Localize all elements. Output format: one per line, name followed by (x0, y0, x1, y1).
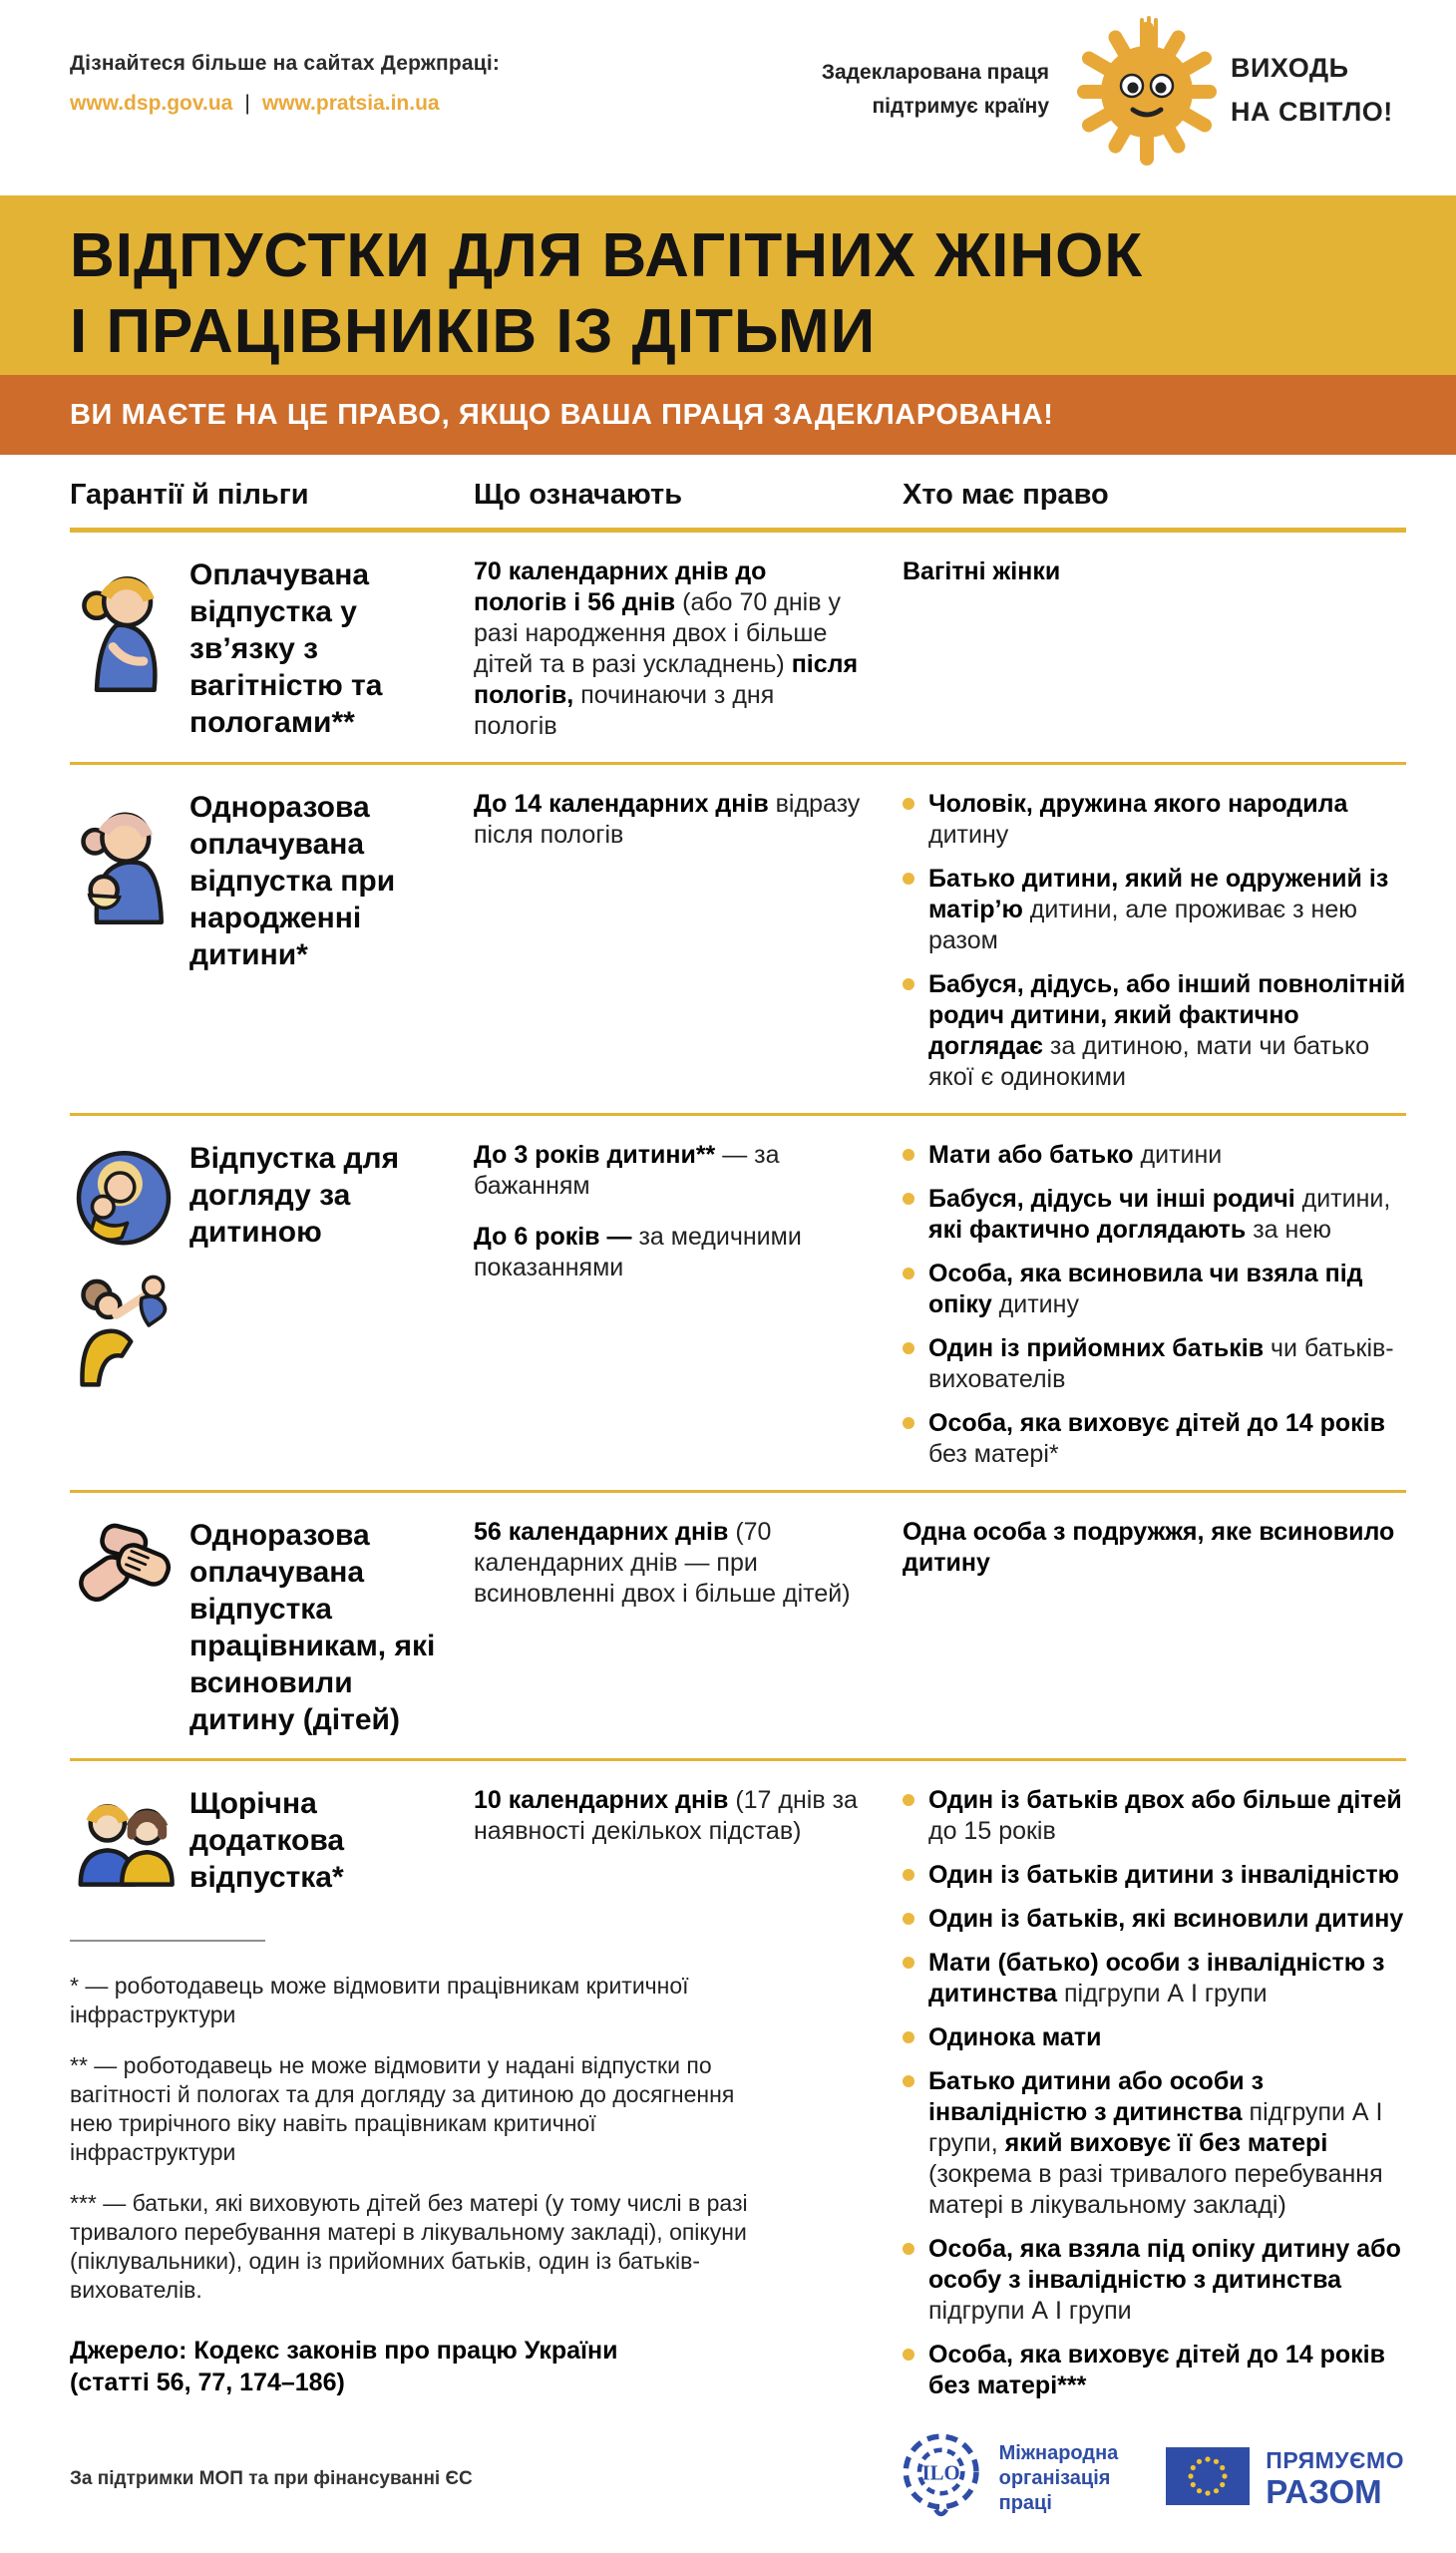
bullet-text (928, 1904, 1406, 1935)
regular-text: за нею (1246, 1216, 1331, 1244)
bullet-dot (903, 978, 914, 990)
bold-text: Один із прийомних батьків (928, 1334, 1265, 1362)
pregnant-woman-icon (70, 556, 189, 742)
paragraph (474, 556, 861, 742)
support-text: За підтримки МОП та при фінансуванні ЄС (70, 2467, 473, 2489)
mascot-line-2: НА СВІТЛО! (1231, 97, 1393, 127)
bullet-dot (903, 1149, 914, 1161)
regular-text: дитини, але проживає з нею разом (928, 896, 1357, 954)
regular-text: підгрупи А І групи (928, 2297, 1132, 2325)
bullet-dot (903, 1957, 914, 1969)
bullet-item (903, 1140, 1406, 1171)
bold-text: Особа, яка виховує дітей до 14 років (928, 1409, 1385, 1437)
bullet-text (928, 1785, 1406, 1847)
ilo-name (999, 2441, 1119, 2516)
bullet-text (928, 2022, 1406, 2053)
regular-text: дитину (928, 821, 1009, 849)
bullet-item (903, 1333, 1406, 1395)
paragraph (474, 1140, 861, 1202)
bullet-dot (903, 2349, 914, 2361)
benefit-eligible (903, 556, 1406, 742)
bullet-item (903, 1948, 1406, 2009)
regular-text: до 15 років (928, 1817, 1056, 1845)
bold-text: який виховує її без матері (1004, 2129, 1328, 2157)
benefits-table (70, 455, 1406, 2421)
regular-text: відразу після пологів (474, 790, 861, 849)
bullet-text (928, 969, 1406, 1093)
bold-text: Чоловік, дружина якого народила (928, 790, 1348, 818)
benefit-title: Щорічна додаткова відпустка* (189, 1787, 345, 1894)
regular-text: підгрупи А І групи, (928, 2098, 1383, 2157)
paragraph (474, 789, 861, 851)
bullet-item (903, 864, 1406, 956)
bullet-item (903, 2340, 1406, 2401)
footnote-divider (70, 1940, 265, 1942)
benefit-eligible (903, 1785, 1406, 2401)
page-title-line-2: І ПРАЦІВНИКІВ ІЗ ДІТЬМИ (70, 297, 877, 366)
bullet-text (928, 1948, 1406, 2009)
slogan-line-1: Задекларована праця (821, 61, 1049, 84)
bullet-dot (903, 1193, 914, 1205)
bullet-text (928, 1140, 1406, 1171)
bullet-dot (903, 2243, 914, 2255)
benefit-meaning (474, 1140, 903, 1470)
bullet-text (928, 2234, 1406, 2327)
bullet-dot (903, 2075, 914, 2087)
benefit-meaning (474, 789, 903, 1093)
benefit-meaning (474, 1785, 903, 1896)
bullet-item (903, 2234, 1406, 2327)
pratsia-link[interactable]: www.pratsia.in.ua (261, 92, 440, 115)
bullet-dot (903, 1417, 914, 1429)
eu-campaign-name (1266, 2449, 1404, 2508)
eu-logo-block (1166, 2447, 1404, 2510)
bullet-text (928, 864, 1406, 956)
bullet-dot (903, 1342, 914, 1354)
bold-text: До 14 календарних днів (474, 790, 769, 818)
svg-text:ILO: ILO (921, 2460, 960, 2485)
bold-text: Бабуся, дідусь чи інші родичі (928, 1185, 1295, 1213)
benefit-title: Одноразова оплачувана відпустка при народженні дитини* (189, 791, 396, 971)
bullet-text (928, 1184, 1406, 1246)
paragraph (474, 1517, 861, 1610)
page-title-line-1: ВІДПУСТКИ ДЛЯ ВАГІТНИХ ЖІНОК (70, 221, 1144, 290)
benefit-title: Одноразова оплачувана відпустка працівникам, які всиновили дитину (дітей) (189, 1519, 436, 1736)
bullet-dot (903, 2031, 914, 2043)
bold-text: До 6 років — (474, 1223, 632, 1251)
regular-text: за дитиною, мати чи батько якої є одинокими (928, 1032, 1370, 1091)
bullet-item (903, 1184, 1406, 1246)
bullet-item (903, 1860, 1406, 1891)
bold-text: 56 календарних днів (474, 1518, 729, 1546)
regular-text: (зокрема в разі тривалого перебування матері в лікувальному закладі) (928, 2160, 1383, 2219)
bold-text: Особа, яка виховує дітей до 14 років без матері*** (928, 2341, 1385, 2399)
link-divider: | (244, 92, 250, 115)
slogan-line-2: підтримує країну (872, 95, 1049, 118)
paragraph: *** — батьки, які виховують дітей без матері (у тому числі в разі тривалого перебування матері в лікувальному закладі), опікуни (піклувальники), один із прийомних батьків, один із батьків-вихователів. (70, 2190, 748, 2303)
paragraph (474, 1222, 861, 1283)
benefit-meaning (474, 1517, 903, 1738)
mother-with-newborn-icon (70, 789, 189, 1093)
sun-mascot-icon (1069, 12, 1225, 168)
bullet-dot (903, 1268, 914, 1279)
eu-campaign-line: РАЗОМ (1266, 2473, 1382, 2510)
care-icons (70, 1140, 189, 1470)
benefit-title: Відпустка для догляду за дитиною (189, 1142, 400, 1249)
title-band (0, 195, 1456, 375)
regular-text: (17 днів за наявності декількох підстав) (474, 1786, 858, 1845)
regular-text: дитини (1133, 1141, 1223, 1169)
bullet-item (903, 1408, 1406, 1470)
footnotes (70, 1972, 758, 2305)
mother-holding-baby-icon (70, 1146, 178, 1254)
joined-hands-icon (70, 1517, 189, 1738)
ilo-logo (900, 2426, 985, 2531)
column-header-meaning: Що означають (474, 479, 683, 511)
bold-text: Один із батьків двох або більше дітей (928, 1786, 1402, 1814)
bullet-text (928, 789, 1406, 851)
eu-campaign-line: ПРЯМУЄМО (1266, 2447, 1404, 2473)
column-header-benefits: Гарантії й пільги (70, 479, 309, 511)
bullet-text (928, 1259, 1406, 1320)
ilo-name-line: праці (998, 2492, 1052, 2514)
site-links (70, 92, 500, 116)
benefit-eligible (903, 1517, 1406, 1738)
regular-text: за медичними показаннями (474, 1223, 802, 1281)
bold-text: Одна особа з подружжя, яке всиновило дитину (903, 1518, 1395, 1577)
bold-text: Батько дитини або особи з інвалідністю з дитинства (928, 2067, 1265, 2126)
bullet-item (903, 2066, 1406, 2221)
bullet-text (928, 1408, 1406, 1470)
bold-text: 10 календарних днів (474, 1786, 729, 1814)
bold-text: Особа, яка всиновила чи взяла під опіку (928, 1260, 1363, 1318)
bold-text: Один із батьків, які всиновили дитину (928, 1905, 1404, 1933)
bullet-item (903, 2022, 1406, 2053)
benefit-title: Оплачувана відпустка у зв’язку з вагітністю та пологами** (189, 558, 383, 739)
bold-text: Один із батьків дитини з інвалідністю (928, 1861, 1400, 1889)
regular-text: дитини, (1294, 1185, 1391, 1213)
regular-text: без матері* (928, 1440, 1059, 1468)
bullet-item (903, 1785, 1406, 1847)
table-row (70, 533, 1406, 765)
ilo-name-line: Міжнародна (998, 2442, 1119, 2464)
column-header-eligible: Хто має право (903, 479, 1109, 511)
info-text: Дізнайтеся більше на сайтах Держпраці: (70, 52, 501, 75)
source-reference: Джерело: Кодекс законів про працю України (статті 56, 77, 174–186) (70, 2337, 618, 2396)
mascot-text (1231, 46, 1393, 134)
top-header (0, 0, 1456, 195)
bold-text: До 3 років дитини** (474, 1141, 716, 1169)
bullet-text (928, 1333, 1406, 1395)
table-row (70, 1761, 1406, 2421)
table-row (70, 765, 1406, 1116)
bold-text: Вагітні жінки (903, 557, 1061, 585)
bold-text: Особа, яка взяла під опіку дитину або особу з інвалідністю з дитинства (928, 2235, 1401, 2294)
ilo-logo-block (900, 2426, 1119, 2531)
regular-text: чи батьків-вихователів (928, 1334, 1394, 1393)
father-lifting-baby-icon (70, 1272, 178, 1388)
bold-text: Одинока мати (928, 2023, 1102, 2051)
bold-text: після пологів, (474, 650, 859, 709)
bold-text: Мати або батько (928, 1141, 1134, 1169)
page-footer (0, 2426, 1456, 2531)
table-header-row (70, 455, 1406, 533)
bullet-item (903, 969, 1406, 1093)
bold-text: Мати (батько) особи з інвалідністю з дитинства (928, 1949, 1385, 2007)
paragraph (474, 1785, 861, 1847)
bullet-text (928, 2340, 1406, 2401)
parents-couple-icon (70, 1785, 189, 1896)
regular-text: починаючи з дня пологів (474, 681, 775, 740)
bullet-text (928, 1860, 1406, 1891)
bold-text: які фактично доглядають (928, 1216, 1247, 1244)
regular-text: підгрупи А І групи (1057, 1980, 1268, 2007)
bullet-dot (903, 873, 914, 885)
dsp-link[interactable]: www.dsp.gov.ua (70, 92, 233, 115)
bullet-dot (903, 1794, 914, 1806)
bullet-item (903, 789, 1406, 851)
regular-text: (або 70 днів у разі народження двох і більше дітей та в разі ускладнень) (474, 588, 841, 678)
eu-flag-icon (1166, 2447, 1250, 2510)
paragraph: * — роботодавець може відмовити працівникам критичної інфраструктури (70, 1973, 689, 2027)
table-row (70, 1493, 1406, 1761)
regular-text: (70 календарних днів — при всиновленні двох і більше дітей) (474, 1518, 851, 1608)
bullet-dot (903, 1913, 914, 1925)
bullet-dot (903, 798, 914, 810)
campaign-slogan (822, 56, 1049, 124)
bullet-text (928, 2066, 1406, 2221)
regular-text: — за бажанням (474, 1141, 780, 1200)
benefit-meaning (474, 556, 903, 742)
bullet-dot (903, 1869, 914, 1881)
info-block (70, 52, 500, 116)
bold-text: Бабуся, дідусь, або інший повнолітній родич дитини, який фактично доглядає (928, 970, 1406, 1060)
subtitle-text: ВИ МАЄТЕ НА ЦЕ ПРАВО, ЯКЩО ВАША ПРАЦЯ ЗАДЕКЛАРОВАНА! (70, 398, 1054, 431)
bold-text: 70 календарних днів до пологів і 56 днів (474, 557, 767, 616)
subtitle-band (0, 375, 1456, 455)
benefit-eligible (903, 1140, 1406, 1470)
table-row (70, 1116, 1406, 1493)
bold-text: Батько дитини, який не одружений із матір’ю (928, 865, 1389, 923)
bullet-item (903, 1259, 1406, 1320)
ilo-name-line: організація (998, 2467, 1111, 2489)
bullet-item (903, 1904, 1406, 1935)
benefit-eligible (903, 789, 1406, 1093)
regular-text: дитину (991, 1290, 1079, 1318)
paragraph: ** — роботодавець не може відмовити у надані відпустки по вагітності й пологах та для догляду за дитиною до досягнення нею трирічного віку навіть працівникам критичної інфраструктури (70, 2052, 735, 2165)
mascot-line-1: ВИХОДЬ (1231, 53, 1349, 83)
